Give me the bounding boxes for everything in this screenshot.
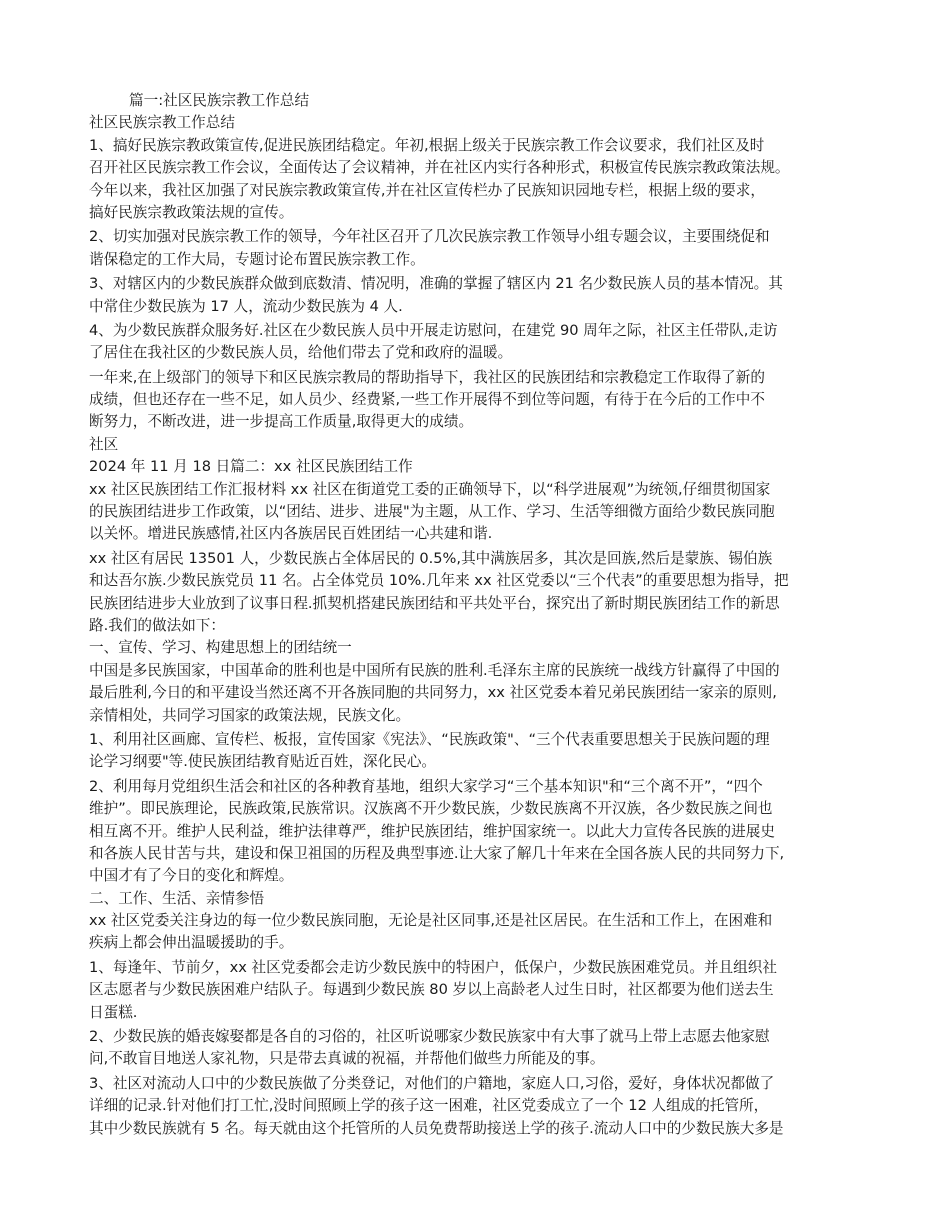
paragraph-line: 论学习纲要"等.使民族团结教育贴近百姓，深化民心。	[89, 753, 437, 771]
document-title: 社区民族宗教工作总结	[89, 114, 235, 132]
document-page	[89, 90, 879, 1140]
paragraph-line: 维护”。即民族理论，民族政策,民族常识。汉族离不开少数民族，少数民族离不开汉族，各少数民族之间也	[89, 800, 773, 818]
paragraph-line: 成绩，但也还存在一些不足，如人员少、经费紧,一些工作开展得不到位等问题，有待于在今后的工作中不	[89, 391, 765, 409]
paragraph-line: 其中少数民族就有 5 名。每天就由这个托管所的人员免费帮助接送上学的孩子.流动人口中的少数民族大多是	[89, 1119, 784, 1137]
paragraph-line: 今年以来，我社区加强了对民族宗教政策宣传,并在社区宣传栏办了民族知识园地专栏，根据上级的要求，	[89, 181, 765, 199]
paragraph-line: 中常住少数民族为 17 人，流动少数民族为 4 人.	[89, 297, 403, 315]
subsection-heading: 二、工作、生活、亲情参悟	[89, 889, 265, 907]
paragraph-line: 2、少数民族的婚丧嫁娶都是各自的习俗的，社区听说哪家少数民族家中有大事了就马上带上志愿去他家慰	[89, 1028, 770, 1046]
paragraph-line: 社区	[89, 435, 119, 453]
paragraph-line: 问,不敢盲目地送人家礼物，只是带去真诚的祝福，并帮他们做些力所能及的事。	[89, 1050, 605, 1068]
subsection-heading: 一、宣传、学习、构建思想上的团结统一	[89, 639, 352, 657]
paragraph-line: 和各族人民甘苦与共，建设和保卫祖国的历程及典型事迹.让大家了解几十年来在全国各族人民的共同努力下,	[89, 844, 785, 862]
paragraph-line: 中国才有了今日的变化和辉煌。	[89, 867, 294, 885]
paragraph-line: 疾病上都会伸出温暖援助的手。	[89, 934, 294, 952]
paragraph-line: 相互离不开。维护人民利益，维护法律尊严，维护民族团结，维护国家统一。以此大力宣传各民族的进展史	[89, 822, 775, 840]
paragraph-line: 和达吾尔族.少数民族党员 11 名。占全体党员 10%.几年来 xx 社区党委以“三个代表”的重要思想为指导，把	[89, 572, 789, 590]
paragraph-line: 谐保稳定的工作大局，专题讨论布置民族宗教工作。	[89, 250, 425, 268]
paragraph-line: 1、搞好民族宗教政策宣传,促进民族团结稳定。年初,根据上级关于民族宗教工作会议要求，我们社区及时	[89, 136, 765, 154]
paragraph-line: 的民族团结进步工作政策，以“团结、进步、进展"为主题，从工作、学习、生活等细微方面给少数民族同胞	[89, 503, 775, 521]
paragraph-line: 民族团结进步大业放到了议事日程.抓契机搭建民族团结和平共处平台，探究出了新时期民族团结工作的新思	[89, 594, 780, 612]
paragraph-line: 2、利用每月党组织生活会和社区的各种教育基地，组织大家学习“三个基本知识"和“三个离不开”，“四个	[89, 777, 763, 795]
paragraph-line: 亲情相处，共同学习国家的政策法规，民族文化。	[89, 706, 411, 724]
paragraph-line: 中国是多民族国家，中国革命的胜利也是中国所有民族的胜利.毛泽东主席的民族统一战线方针赢得了中国的	[89, 661, 780, 679]
section-heading-1: 篇一:社区民族宗教工作总结	[129, 92, 310, 109]
paragraph-line: 2、切实加强对民族宗教工作的领导，今年社区召开了几次民族宗教工作领导小组专题会议，主要围绕促和	[89, 228, 770, 246]
paragraph-line: 以关怀。增进民族感情,社区内各族居民百姓团结一心共建和谐.	[89, 525, 493, 543]
paragraph-line: 了居住在我社区的少数民族人员，给他们带去了党和政府的温暖。	[89, 344, 513, 362]
paragraph-line: 3、社区对流动人口中的少数民族做了分类登记，对他们的户籍地，家庭人口,习俗，爱好，身体状况都做了	[89, 1074, 775, 1092]
paragraph-line: 3、对辖区内的少数民族群众做到底数清、情况明，准确的掌握了辖区内 21 名少数民族人员的基本情况。其	[89, 275, 783, 293]
paragraph-line: 日蛋糕.	[89, 1003, 138, 1021]
paragraph-line: 最后胜利,今日的和平建设当然还离不开各族同胞的共同努力，xx 社区党委本着兄弟民族团结一家亲的原则,	[89, 684, 777, 702]
paragraph-line: xx 社区党委关注身边的每一位少数民族同胞，无论是社区同事,还是社区居民。在生活和工作上，在困难和	[89, 912, 773, 930]
section-heading-2: 2024 年 11 月 18 日篇二：xx 社区民族团结工作	[89, 458, 413, 476]
paragraph-line: xx 社区有居民 13501 人，少数民族占全体居民的 0.5%,其中满族居多，其次是回族,然后是蒙族、锡伯族	[89, 549, 773, 567]
paragraph-line: 4、为少数民族群众服务好.社区在少数民族人员中开展走访慰问，在建党 90 周年之际，社区主任带队,走访	[89, 321, 778, 339]
paragraph-line: 详细的记录.针对他们打工忙,没时间照顾上学的孩子这一困难，社区党委成立了一个 12 人组成的托管所，	[89, 1097, 769, 1115]
paragraph-line: 召开社区民族宗教工作会议，全面传达了会议精神，并在社区内实行各种形式，积极宣传民族宗教政策法规。	[89, 159, 790, 177]
paragraph-line: 区志愿者与少数民族困难户结队子。每遇到少数民族 80 岁以上高龄老人过生日时，社区都要为他们送去生	[89, 981, 774, 999]
paragraph-line: 一年来,在上级部门的领导下和区民族宗教局的帮助指导下，我社区的民族团结和宗教稳定工作取得了新的	[89, 368, 765, 386]
paragraph-line: 搞好民族宗教政策法规的宣传。	[89, 203, 294, 221]
paragraph-line: 1、利用社区画廊、宣传栏、板报，宣传国家《宪法》、“民族政策"、“三个代表重要思想关于民族问题的理	[89, 730, 770, 748]
paragraph-line: 1、每逢年、节前夕，xx 社区党委都会走访少数民族中的特困户，低保户，少数民族困难党员。并且组织社	[89, 958, 777, 976]
paragraph-line: xx 社区民族团结工作汇报材料 xx 社区在街道党工委的正确领导下，以“科学进展观”为统领,仔细贯彻国家	[89, 480, 771, 498]
paragraph-line: 路.我们的做法如下：	[89, 616, 225, 634]
paragraph-line: 断努力，不断改进，进一步提高工作质量,取得更大的成绩。	[89, 413, 474, 431]
